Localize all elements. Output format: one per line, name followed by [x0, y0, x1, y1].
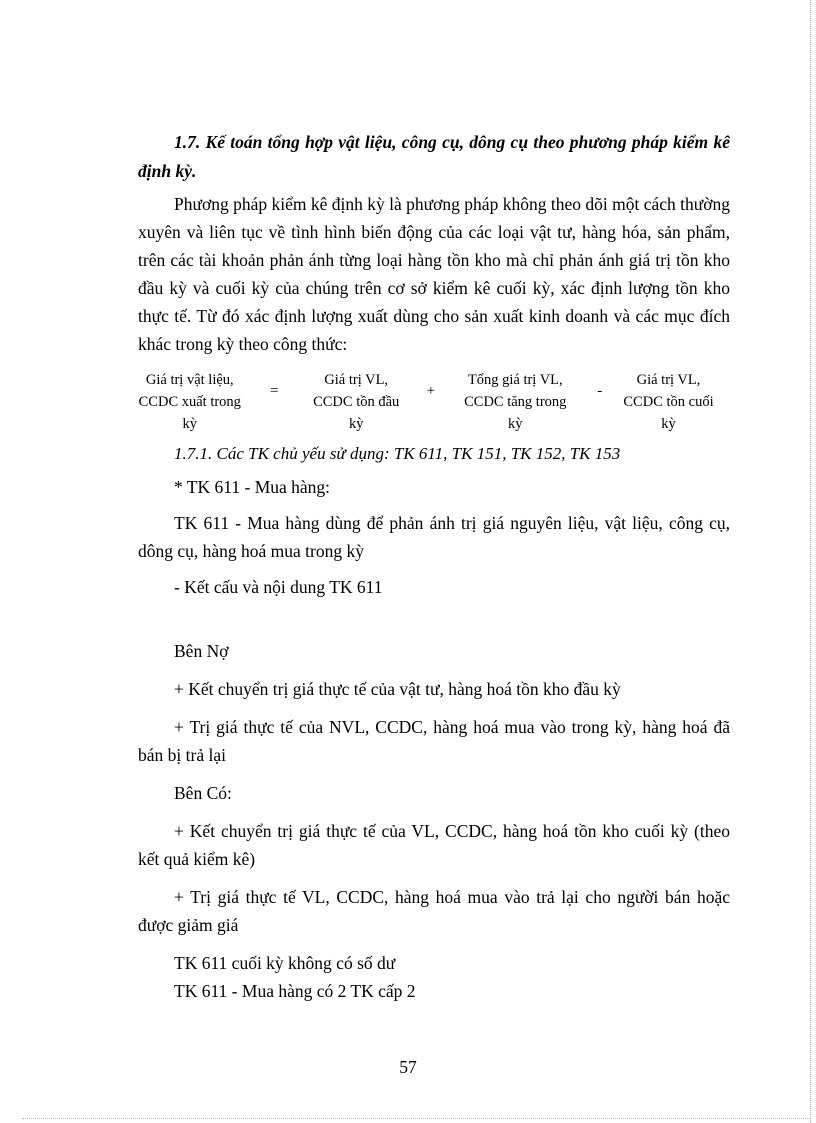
credit-label: Bên Có:	[174, 783, 232, 803]
note-line: TK 611 cuối kỳ không có số dư	[174, 953, 396, 973]
formula-term-line: kỳ	[348, 416, 364, 432]
account-description: TK 611 - Mua hàng dùng để phản ánh trị giá nguyên liệu, vật liệu, công cụ, dông cụ, hàng hoá mua trong kỳ	[138, 513, 730, 561]
structure-label: - Kết cấu và nội dung TK 611	[174, 577, 383, 597]
note-line: TK 611 - Mua hàng có 2 TK cấp 2	[174, 981, 416, 1001]
formula-term-line: CCDC tăng trong	[464, 394, 567, 410]
formula-term-line: CCDC tồn cuối	[623, 394, 714, 410]
page-number: 57	[399, 1057, 417, 1077]
formula-term-opening	[289, 369, 424, 435]
credit-item: + Trị giá thực tế VL, CCDC, hàng hoá mua vào trả lại cho người bán hoặc được giảm giá	[138, 887, 730, 935]
formula-term-line: kỳ	[661, 416, 676, 432]
intro-paragraph: Phương pháp kiểm kê định kỳ là phương pháp không theo dõi một cách thường xuyên và liên tục về tình hình biến động của các loại vật tư, hàng hóa, sản phẩm, trên các tài khoản phản ánh từng loại hàng tồn kho mà chỉ phản ánh giá trị tồn kho đầu kỳ và cuối kỳ của chúng trên cơ sở kiểm kê cuối kỳ, xác định lượng tồn kho thực tế. Từ đó xác định lượng xuất dùng cho sản xuất kinh doanh và các mục đích khác trong kỳ theo công thức:	[138, 194, 730, 354]
debit-item: + Trị giá thực tế của NVL, CCDC, hàng hoá mua vào trong kỳ, hàng hoá đã bán bị trả lại	[138, 717, 730, 765]
formula-term-line: Giá trị vật liệu,	[145, 372, 234, 388]
formula-term-line: CCDC tồn đầu	[313, 394, 400, 410]
formula-term-closing	[607, 369, 730, 435]
formula-term-line: CCDC xuất trong	[138, 394, 241, 410]
page-border-bottom	[22, 1118, 810, 1119]
section-heading: 1.7. Kế toán tổng hợp vật liệu, công cụ, dông cụ theo phương pháp kiểm kê định kỳ.	[138, 132, 730, 181]
formula-plus: +	[426, 383, 436, 399]
account-heading: * TK 611 - Mua hàng:	[174, 477, 331, 497]
formula	[120, 369, 730, 435]
formula-term-line: kỳ	[508, 416, 523, 432]
formula-term-line: kỳ	[182, 416, 198, 432]
debit-item: + Kết chuyển trị giá thực tế của vật tư, hàng hoá tồn kho đầu kỳ	[174, 679, 621, 699]
formula-term-increase	[438, 369, 592, 435]
subsection-title: 1.7.1. Các TK chủ yếu sử dụng: TK 611, TK 151, TK 152, TK 153	[174, 444, 621, 463]
formula-term-line: Giá trị VL,	[324, 372, 389, 388]
formula-term-line: Giá trị VL,	[636, 372, 701, 388]
page-content	[138, 128, 730, 1005]
formula-term-output	[120, 369, 260, 435]
formula-term-line: Tổng giá trị VL,	[467, 372, 563, 388]
page-border-right	[810, 0, 811, 1123]
formula-equals: =	[269, 383, 279, 399]
credit-item: + Kết chuyển trị giá thực tế của VL, CCDC, hàng hoá tồn kho cuối kỳ (theo kết quả kiểm kê)	[138, 821, 730, 869]
debit-label: Bên Nợ	[174, 641, 229, 661]
formula-minus: -	[597, 383, 603, 399]
